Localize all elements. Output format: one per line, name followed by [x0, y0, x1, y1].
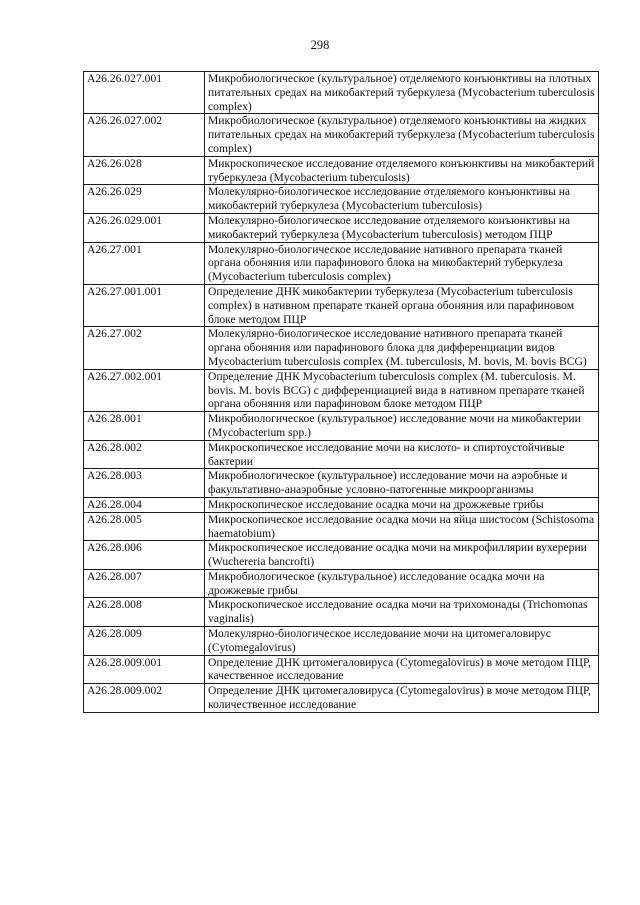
- table-row: [84, 72, 599, 114]
- service-description: Определение ДНК цитомегаловируса (Cytomegalovirus) в моче методом ПЦР, качественное исследование: [205, 655, 599, 684]
- service-code: A26.28.002: [84, 440, 205, 469]
- services-table-body: [84, 72, 599, 713]
- service-description: Микроскопическое исследование мочи на кислото- и спиртоустойчивые бактерии: [205, 440, 599, 469]
- service-description: Определение ДНК микобактерии туберкулеза (Mycobacterium tuberculosis complex) в нативном препарате тканей органа обоняния или парафиновом блоке методом ПЦР: [205, 284, 599, 326]
- service-code: A26.28.005: [84, 512, 205, 541]
- table-row: [84, 497, 599, 512]
- service-description: Микроскопическое исследование осадка мочи на яйца шистосом (Schistosoma haematobium): [205, 512, 599, 541]
- table-row: [84, 541, 599, 570]
- table-row: [84, 569, 599, 598]
- table-row: [84, 469, 599, 498]
- table-row: [84, 684, 599, 713]
- service-code: A26.27.002: [84, 327, 205, 369]
- service-code: A26.27.001: [84, 242, 205, 284]
- services-table: [83, 71, 599, 713]
- service-description: Определение ДНК Mycobacterium tuberculosis complex (M. tuberculosis. M. bovis. M. bovis BCG) с дифференциацией вида в нативном препарате тканей органа обоняния или парафиновом блоке методом ПЦР: [205, 369, 599, 411]
- service-description: Микробиологическое (культуральное) исследование мочи на аэробные и факультативно-анаэробные условно-патогенные микроорганизмы: [205, 469, 599, 498]
- table-row: [84, 327, 599, 369]
- table-row: [84, 213, 599, 242]
- service-code: A26.28.006: [84, 541, 205, 570]
- service-description: Молекулярно-биологическое исследование нативного препарата тканей органа обоняния или парафинового блока для дифференциации видов Mycobacterium tuberculosis complex (M. tuberculosis, M. bovis, M. bovis BCG): [205, 327, 599, 369]
- service-code: A26.26.029.001: [84, 213, 205, 242]
- table-row: [84, 412, 599, 441]
- service-description: Молекулярно-биологическое исследование нативного препарата тканей органа обоняния или парафинового блока на микобактерий туберкулеза (Mycobacterium tuberculosis complex): [205, 242, 599, 284]
- table-row: [84, 185, 599, 214]
- service-description: Микроскопическое исследование осадка мочи на дрожжевые грибы: [205, 497, 599, 512]
- service-code: A26.28.008: [84, 598, 205, 627]
- service-code: A26.28.009.001: [84, 655, 205, 684]
- service-code: A26.28.003: [84, 469, 205, 498]
- service-description: Микроскопическое исследование отделяемого конъюнктивы на микобактерий туберкулеза (Mycobacterium tuberculosis): [205, 156, 599, 185]
- service-code: A26.26.027.001: [84, 72, 205, 114]
- page-number: 298: [310, 38, 330, 52]
- service-description: Молекулярно-биологическое исследование отделяемого конъюнктивы на микобактерий туберкулеза (Mycobacterium tuberculosis): [205, 185, 599, 214]
- service-code: A26.27.002.001: [84, 369, 205, 411]
- service-description: Микроскопическое исследование осадка мочи на трихомонады (Trichomonas vaginalis): [205, 598, 599, 627]
- service-description: Молекулярно-биологическое исследование мочи на цитомегаловирус (Cytomegalovirus): [205, 627, 599, 656]
- table-row: [84, 440, 599, 469]
- table-row: [84, 655, 599, 684]
- service-code: A26.26.029: [84, 185, 205, 214]
- table-row: [84, 512, 599, 541]
- service-description: Микробиологическое (культуральное) исследование мочи на микобактерии (Mycobacterium spp.): [205, 412, 599, 441]
- service-code: A26.28.007: [84, 569, 205, 598]
- service-description: Микробиологическое (культуральное) отделяемого конъюнктивы на плотных питательных средах на микобактерий туберкулеза (Mycobacterium tuberculosis complex): [205, 72, 599, 114]
- service-code: A26.28.001: [84, 412, 205, 441]
- service-description: Микробиологическое (культуральное) отделяемого конъюнктивы на жидких питательных средах на микобактерий туберкулеза (Mycobacterium tuberculosis complex): [205, 114, 599, 156]
- service-description: Микроскопическое исследование осадка мочи на микрофиллярии вухерерии (Wuchereria bancrofti): [205, 541, 599, 570]
- service-code: A26.28.004: [84, 497, 205, 512]
- service-description: Определение ДНК цитомегаловируса (Cytomegalovirus) в моче методом ПЦР, количественное исследование: [205, 684, 599, 713]
- table-row: [84, 369, 599, 411]
- service-code: A26.26.027.002: [84, 114, 205, 156]
- table-row: [84, 598, 599, 627]
- service-description: Микробиологическое (культуральное) исследование осадка мочи на дрожжевые грибы: [205, 569, 599, 598]
- table-row: [84, 627, 599, 656]
- service-code: A26.27.001.001: [84, 284, 205, 326]
- service-code: A26.28.009.002: [84, 684, 205, 713]
- service-code: A26.26.028: [84, 156, 205, 185]
- service-code: A26.28.009: [84, 627, 205, 656]
- table-row: [84, 284, 599, 326]
- service-description: Молекулярно-биологическое исследование отделяемого конъюнктивы на микобактерий туберкулеза (Mycobacterium tuberculosis) методом ПЦР: [205, 213, 599, 242]
- table-row: [84, 114, 599, 156]
- table-row: [84, 242, 599, 284]
- table-row: [84, 156, 599, 185]
